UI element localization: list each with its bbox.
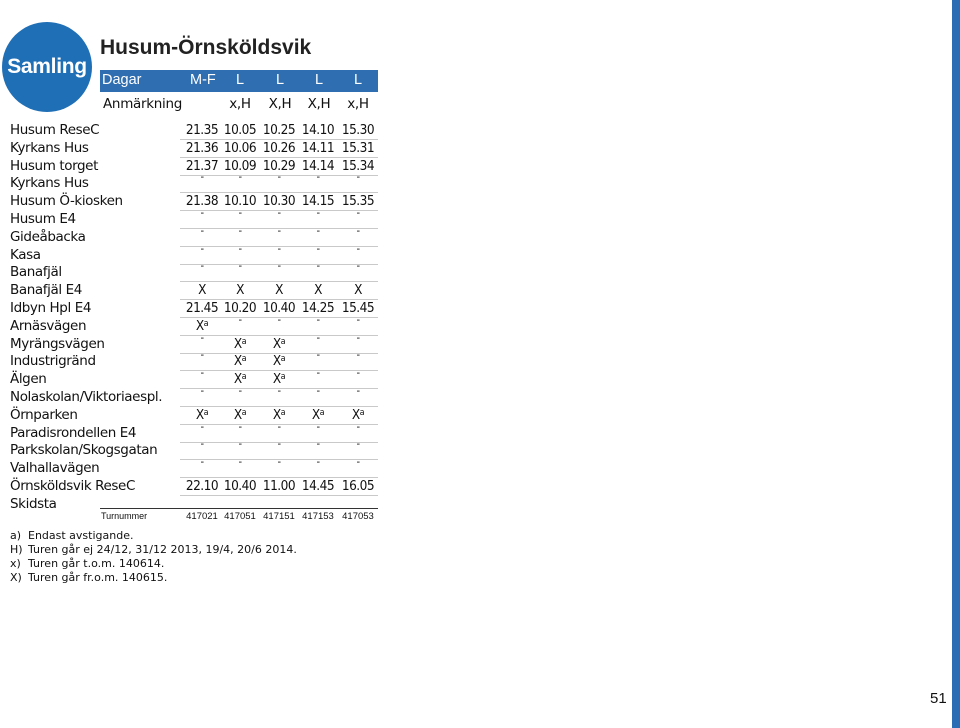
turnummer-5: 417053 xyxy=(342,511,374,522)
departure-time: X xyxy=(275,282,283,299)
departure-time: 14.15 xyxy=(301,193,335,210)
departure-time: 10.40 xyxy=(262,300,296,316)
departure-time: - xyxy=(356,312,360,326)
departure-time: 10.40 xyxy=(223,478,257,494)
departure-time: - xyxy=(316,223,320,237)
departure-time: 21.37 xyxy=(185,157,219,174)
departure-time: 10.09 xyxy=(223,157,257,174)
timetable-row xyxy=(0,281,378,299)
departure-time: - xyxy=(238,206,242,219)
departure-time: - xyxy=(238,241,242,255)
departure-time: - xyxy=(200,170,204,184)
remark-label: Anmärkning xyxy=(103,96,183,112)
departure-time: $X^a$ xyxy=(272,335,286,352)
footnote: X) Turen går fr.o.m. 140615. xyxy=(10,571,168,584)
timetable-row xyxy=(0,455,378,477)
departure-time: 10.25 xyxy=(262,122,296,138)
departure-time: - xyxy=(200,419,204,433)
departure-time: $X^a$ xyxy=(195,406,209,423)
departure-time: - xyxy=(277,170,281,184)
day-col-4: L xyxy=(315,72,324,88)
page-title: Husum-Örnsköldsvik xyxy=(100,36,312,59)
stop-name: Gideåbacka xyxy=(10,228,86,245)
departure-time: - xyxy=(238,259,242,273)
stop-name: Industrigränd xyxy=(10,353,96,370)
timetable-row xyxy=(0,139,378,157)
timetable-row xyxy=(0,170,378,192)
departure-time: 15.34 xyxy=(341,157,375,174)
departure-time: 14.45 xyxy=(301,478,335,494)
stop-name: Husum Ö-kiosken xyxy=(10,193,123,210)
departure-time: 15.31 xyxy=(341,139,375,156)
stop-name: Örnsköldsvik ReseC xyxy=(10,478,135,494)
stop-name: Arnäsvägen xyxy=(10,317,87,334)
stop-name: Husum ReseC xyxy=(10,122,100,138)
departure-time: - xyxy=(200,384,204,397)
departure-time: $X^a$ xyxy=(311,406,325,423)
departure-time: 15.35 xyxy=(341,193,375,210)
departure-time: - xyxy=(316,437,320,451)
departure-time: 11.00 xyxy=(262,478,296,494)
stop-name: Valhallavägen xyxy=(10,460,100,477)
departure-time: $X^a$ xyxy=(233,335,247,352)
departure-time: $X^a$ xyxy=(233,406,247,423)
page-number: 51 xyxy=(930,690,947,707)
departure-time: - xyxy=(238,437,242,451)
stop-name: Paradisrondellen E4 xyxy=(10,424,137,441)
departure-time: 21.35 xyxy=(185,122,219,138)
departure-time: - xyxy=(316,259,320,273)
departure-time: - xyxy=(238,170,242,184)
remark-col-5: x,H xyxy=(347,96,369,112)
departure-time: - xyxy=(277,437,281,451)
departure-time: - xyxy=(200,366,204,380)
departure-time: - xyxy=(316,170,320,184)
departure-time: $X^a$ xyxy=(195,317,209,334)
departure-time: $X^a$ xyxy=(233,353,247,370)
departure-time: - xyxy=(316,312,320,326)
departure-time: - xyxy=(356,384,360,397)
turnummer-label: Turnummer xyxy=(101,511,148,521)
stop-name: Myrängsvägen xyxy=(10,335,105,352)
stop-name: Kyrkans Hus xyxy=(10,139,89,156)
departure-time: 10.29 xyxy=(262,157,296,174)
departure-time: - xyxy=(316,330,320,344)
stop-name: Husum E4 xyxy=(10,211,76,227)
departure-time: - xyxy=(200,206,204,219)
departure-time: - xyxy=(356,348,360,362)
departure-time: - xyxy=(356,241,360,255)
turnummer-1: 417021 xyxy=(186,511,218,522)
stop-name: Älgen xyxy=(10,371,47,388)
departure-time: - xyxy=(200,241,204,255)
remark-col-3: X,H xyxy=(268,96,292,112)
departure-time: - xyxy=(277,455,281,469)
departure-time: - xyxy=(356,170,360,184)
departure-time: 14.10 xyxy=(301,122,335,138)
departure-time: - xyxy=(200,223,204,237)
departure-time: X xyxy=(314,282,322,299)
turnummer-divider xyxy=(100,508,378,509)
departure-time: - xyxy=(356,223,360,237)
table-header-bar xyxy=(100,70,378,92)
departure-time: - xyxy=(316,455,320,469)
right-edge-bar xyxy=(952,0,960,728)
departure-time: 14.11 xyxy=(301,139,335,156)
departure-time: - xyxy=(238,223,242,237)
region-badge: Samling xyxy=(2,22,92,112)
departure-time: - xyxy=(277,312,281,326)
stop-name: Örnparken xyxy=(10,406,78,423)
departure-time: - xyxy=(356,206,360,219)
departure-time: 10.20 xyxy=(223,300,257,316)
departure-time: 10.30 xyxy=(262,193,296,210)
footnote: x) Turen går t.o.m. 140614. xyxy=(10,557,165,570)
departure-time: - xyxy=(277,419,281,433)
timetable-row xyxy=(0,259,378,281)
departure-time: 22.10 xyxy=(185,478,219,494)
turnummer-2: 417051 xyxy=(224,511,256,522)
departure-time: 14.25 xyxy=(301,300,335,316)
departure-time: - xyxy=(316,419,320,433)
turnummer-4: 417153 xyxy=(302,511,334,522)
departure-time: 10.26 xyxy=(262,139,296,156)
timetable-row xyxy=(0,121,378,139)
departure-time: 16.05 xyxy=(341,478,375,494)
dagar-label: Dagar xyxy=(102,72,142,88)
stop-name: Husum torget xyxy=(10,157,98,174)
departure-time: - xyxy=(277,206,281,219)
stop-name: Banafjäl xyxy=(10,264,62,281)
departure-time: $X^a$ xyxy=(272,371,286,388)
stop-name: Banafjäl E4 xyxy=(10,282,82,299)
departure-time: - xyxy=(277,384,281,397)
departure-time: 15.30 xyxy=(341,122,375,138)
departure-time: - xyxy=(356,366,360,380)
departure-time: - xyxy=(316,366,320,380)
day-col-5: L xyxy=(354,72,363,88)
departure-time: - xyxy=(238,455,242,469)
stop-name: Idbyn Hpl E4 xyxy=(10,300,92,316)
departure-time: - xyxy=(356,437,360,451)
departure-time: - xyxy=(356,330,360,344)
departure-time: - xyxy=(200,259,204,273)
departure-time: - xyxy=(277,223,281,237)
departure-time: $X^a$ xyxy=(351,406,365,423)
departure-time: 15.45 xyxy=(341,300,375,316)
departure-time: 21.38 xyxy=(185,193,219,210)
departure-time: - xyxy=(316,206,320,219)
timetable-row xyxy=(0,477,378,495)
departure-time: X xyxy=(354,282,362,299)
departure-time: $X^a$ xyxy=(233,371,247,388)
departure-time: - xyxy=(316,348,320,362)
departure-time: - xyxy=(200,455,204,469)
departure-time: X xyxy=(198,282,206,299)
departure-time: - xyxy=(316,241,320,255)
departure-time: 14.14 xyxy=(301,157,335,174)
day-col-1: M-F xyxy=(190,72,216,88)
stop-name: Kyrkans Hus xyxy=(10,175,89,192)
footnote: a) Endast avstigande. xyxy=(10,529,134,542)
departure-time: $X^a$ xyxy=(272,406,286,423)
departure-time: X xyxy=(236,282,244,299)
departure-time: - xyxy=(356,259,360,273)
stop-name: Kasa xyxy=(10,246,41,263)
remark-col-2: x,H xyxy=(229,96,251,112)
departure-time: 21.36 xyxy=(185,139,219,156)
departure-time: - xyxy=(316,384,320,397)
departure-time: - xyxy=(200,330,204,344)
departure-time: 10.05 xyxy=(223,122,257,138)
departure-time: - xyxy=(356,419,360,433)
departure-time: $X^a$ xyxy=(272,353,286,370)
stop-name: Parkskolan/Skogsgatan xyxy=(10,442,158,459)
departure-time: - xyxy=(277,241,281,255)
stop-name: Skidsta xyxy=(10,495,57,512)
day-col-2: L xyxy=(236,72,245,88)
departure-time: - xyxy=(238,312,242,326)
departure-time: 10.06 xyxy=(223,139,257,156)
departure-time: 10.10 xyxy=(223,193,257,210)
departure-time: - xyxy=(238,419,242,433)
remark-col-4: X,H xyxy=(307,96,331,112)
timetable-row xyxy=(0,384,378,406)
departure-time: - xyxy=(356,455,360,469)
departure-time: - xyxy=(238,384,242,397)
footnote: H) Turen går ej 24/12, 31/12 2013, 19/4, 20/6 2014. xyxy=(10,543,297,556)
stop-name: Nolaskolan/Viktoriaespl. xyxy=(10,389,163,405)
departure-time: 21.45 xyxy=(185,300,219,316)
departure-time: - xyxy=(200,437,204,451)
day-col-3: L xyxy=(276,72,285,88)
turnummer-3: 417151 xyxy=(263,511,295,522)
departure-time: - xyxy=(277,259,281,273)
departure-time: - xyxy=(200,348,204,362)
